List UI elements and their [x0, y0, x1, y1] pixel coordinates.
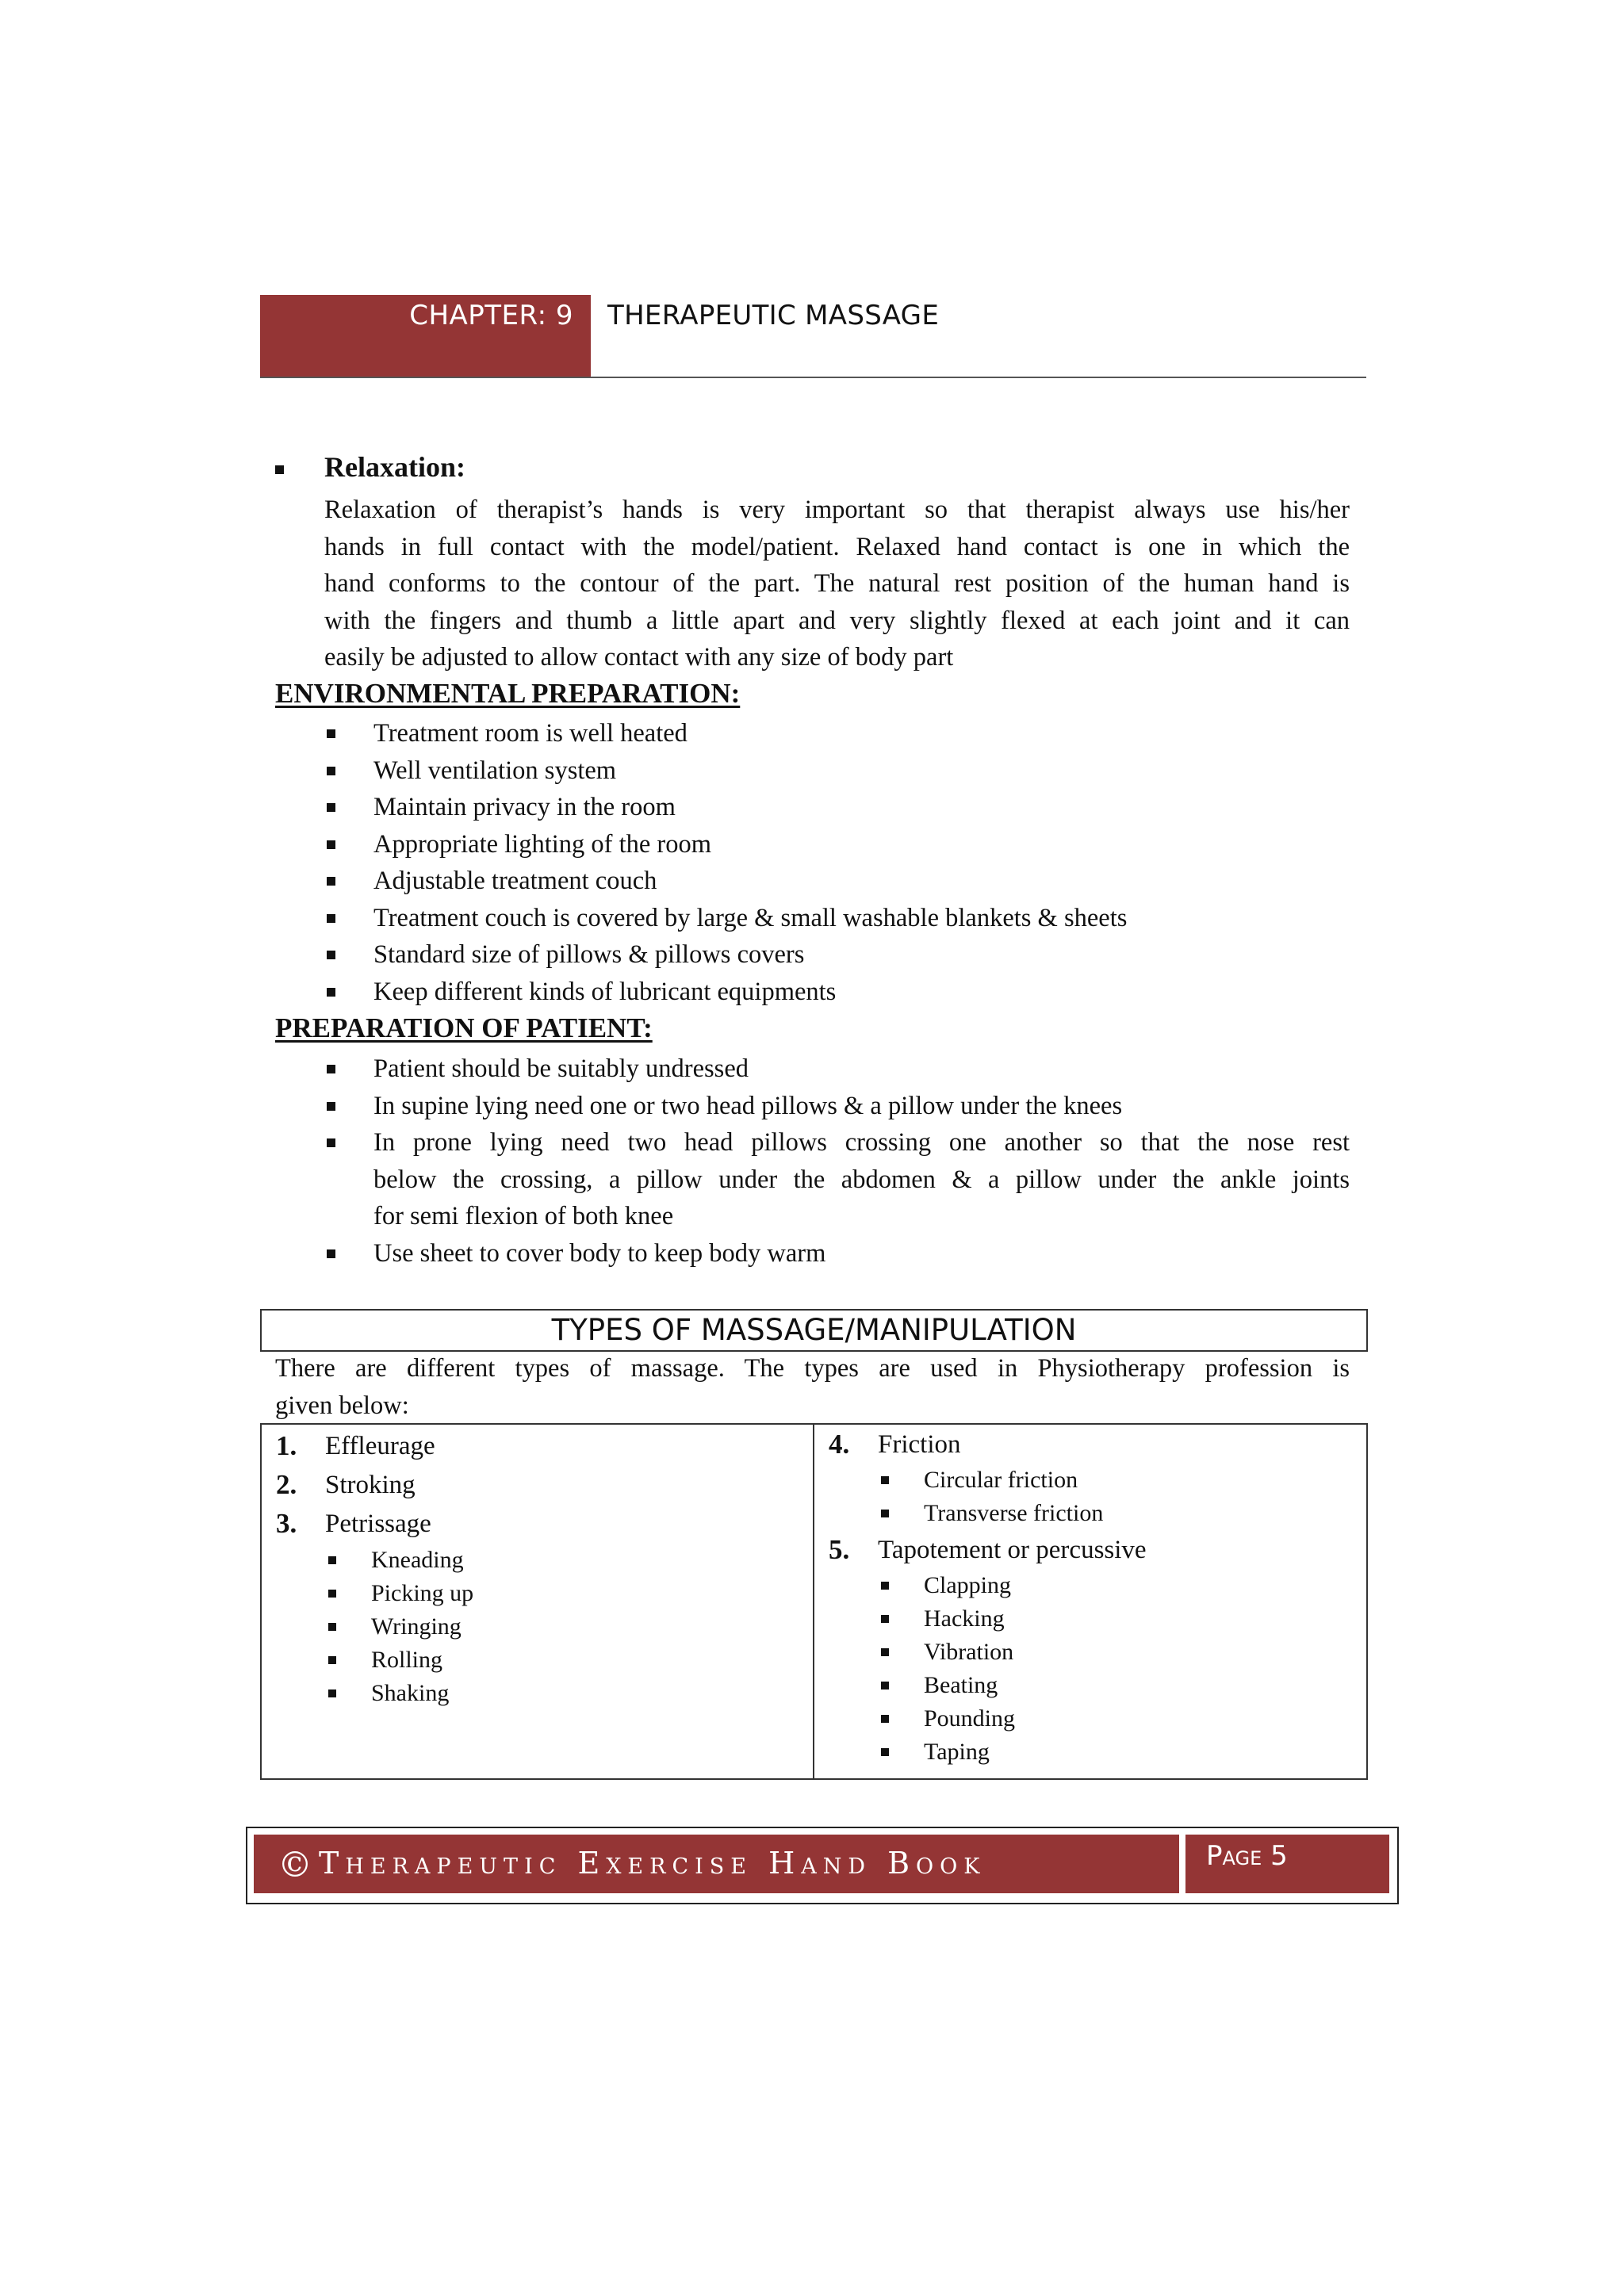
- list-item-continuation: below the crossing, a pillow under the abdomen & a pillow under the ankle joints: [373, 1165, 1350, 1194]
- paragraph-line: Relaxation of therapist’s hands is very important so that therapist always use his/her: [324, 496, 1350, 524]
- book-title: Therapeutic Exercise Hand Book: [319, 1846, 986, 1881]
- paragraph-line: hands in full contact with the model/patient. Relaxed hand contact is one in which the: [324, 532, 1350, 561]
- page-number: Page 5: [1206, 1840, 1288, 1872]
- environmental-heading: ENVIRONMENTAL PREPARATION:: [275, 678, 741, 709]
- paragraph-line: easily be adjusted to allow contact with any size of body part: [324, 643, 954, 672]
- chapter-title: THERAPEUTIC MASSAGE: [607, 300, 940, 331]
- paragraph-line: hand conforms to the contour of the part. The natural rest position of the human hand is: [324, 569, 1350, 598]
- list-item: In prone lying need two head pillows crossing one another so that the nose rest: [327, 1124, 1350, 1161]
- footer-title-bar: [254, 1835, 1179, 1893]
- types-title: TYPES OF MASSAGE/MANIPULATION: [551, 1313, 1077, 1347]
- environmental-list: Treatment room is well heated Well ventilation system Maintain privacy in the room Appropriate lighting of the room Adjustable treatment couch Treatment couch is covered by large & small washable blankets & sheets Standard size of pillows & pillows covers Keep different kinds of lubricant equipments: [327, 715, 1358, 1016]
- footer-page-bar: [1185, 1835, 1389, 1893]
- footer-book-title: [278, 1839, 986, 1889]
- paragraph-line: with the fingers and thumb a little apart and very slightly flexed at each joint and it can: [324, 606, 1350, 635]
- page-footer: [246, 1827, 1399, 1904]
- types-title-box: [260, 1309, 1368, 1352]
- patient-heading: PREPARATION OF PATIENT:: [275, 1012, 653, 1043]
- chapter-banner: [260, 295, 591, 377]
- types-intro: [275, 1350, 1350, 1424]
- chapter-number: CHAPTER: 9: [409, 300, 573, 331]
- paragraph-line: There are different types of massage. The types are used in Physiotherapy profession is: [275, 1354, 1350, 1383]
- relaxation-paragraph: [324, 492, 1350, 676]
- patient-list: Patient should be suitably undressed In supine lying need one or two head pillows & a pillow under the knees In prone lying need two head pillows crossing one another so that the nose rest below the crossing, a pillow under the abdomen & a pillow under the ankle joints for semi flexion of both knee Use sheet to cover body to keep body warm: [327, 1050, 1350, 1272]
- header-divider: [260, 377, 1366, 378]
- copyright-symbol: ©: [278, 1845, 312, 1885]
- paragraph-line: given below:: [275, 1391, 409, 1420]
- column-divider: [813, 1425, 814, 1778]
- types-table: 1. Effleurage 2. Stroking 3. Petrissage Kneading Picking up Wringing Rolling Shaking 4. Friction Circular friction Transverse friction 5. Tapotement or percussive Clapping Hacking Vibration Beating Pounding Taping: [260, 1423, 1368, 1780]
- relaxation-heading: Relaxation:: [324, 451, 465, 483]
